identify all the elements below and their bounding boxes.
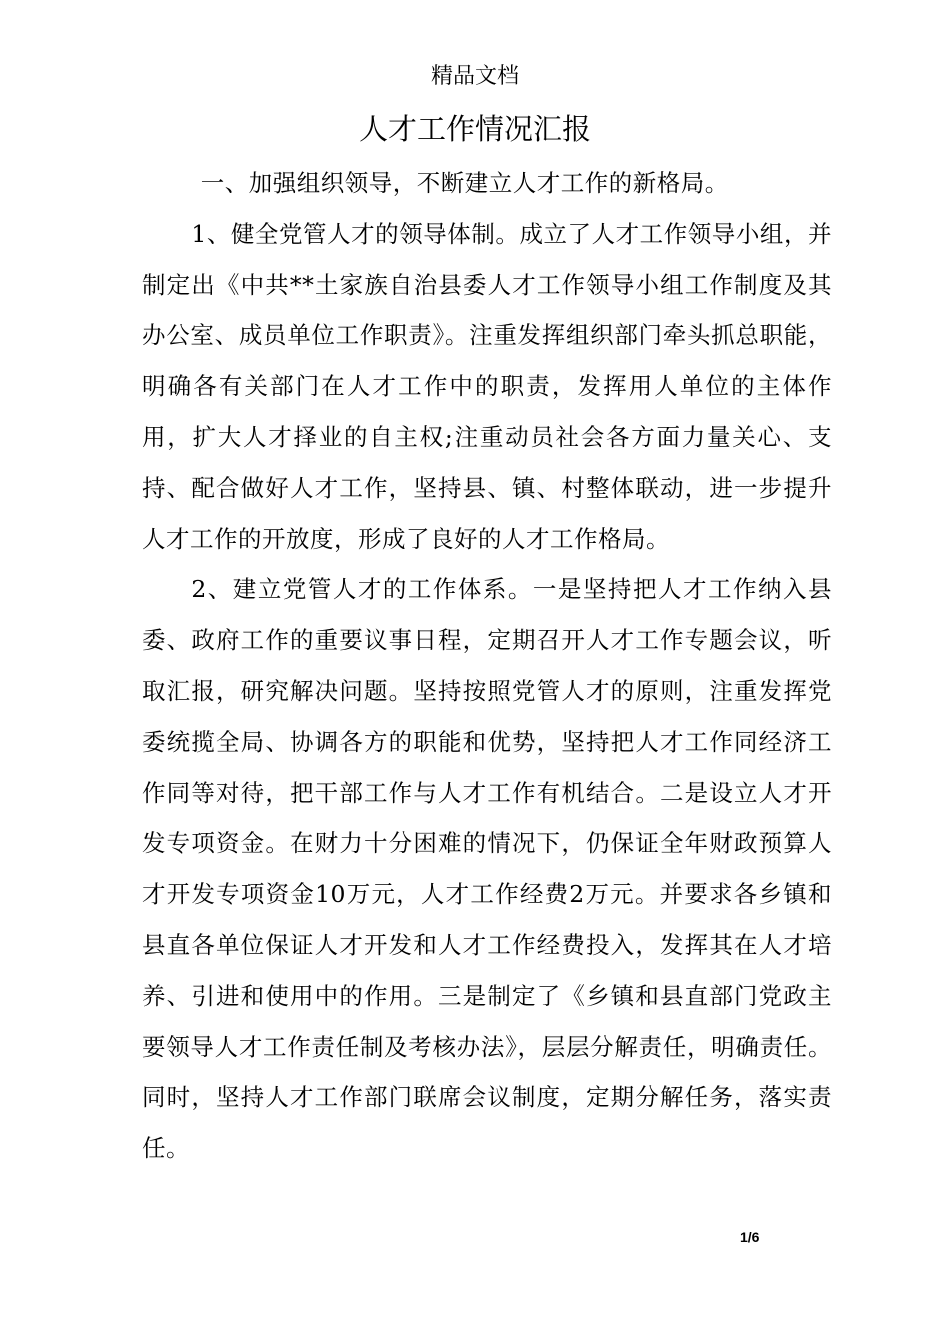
page-header: 精品文档 [430, 64, 519, 89]
page-number: 1/6 [740, 1229, 760, 1245]
document-title: 人才工作情况汇报 [358, 112, 591, 146]
paragraph: 1、健全党管人才的领导体制。成立了人才工作领导小组，并制定出《中共**土家族自治县委人才工作领导小组工作制度及其办公室、成员单位工作职责》。注重发挥组织部门牵头抓总职能，明确各有关部门在人才工作中的职责，发挥用人单位的主体作用，扩大人才择业的自主权;注重动员社会各方面力量关心、支持、配合做好人才工作，坚持县、镇、村整体联动，进一步提升人才工作的开放度，形成了良好的人才工作格局。 [142, 219, 832, 553]
section-heading: 一、加强组织领导，不断建立人才工作的新格局。 [200, 169, 729, 197]
paragraph: 2、建立党管人才的工作体系。一是坚持把人才工作纳入县委、政府工作的重要议事日程，定期召开人才工作专题会议，听取汇报，研究解决问题。坚持按照党管人才的原则，注重发挥党委统揽全局、协调各方的职能和优势，坚持把人才工作同经济工作同等对待，把干部工作与人才工作有机结合。二是设立人才开发专项资金。在财力十分困难的情况下，仍保证全年财政预算人才开发专项资金10万元，人才工作经费2万元。并要求各乡镇和县直各单位保证人才开发和人才工作经费投入，发挥其在人才培养、引进和使用中的作用。三是制定了《乡镇和县直部门党政主要领导人才工作责任制及考核办法》，层层分解责任，明确责任。同时，坚持人才工作部门联席会议制度，定期分解任务，落实责任。 [142, 575, 832, 1163]
document-body [142, 158, 832, 1174]
